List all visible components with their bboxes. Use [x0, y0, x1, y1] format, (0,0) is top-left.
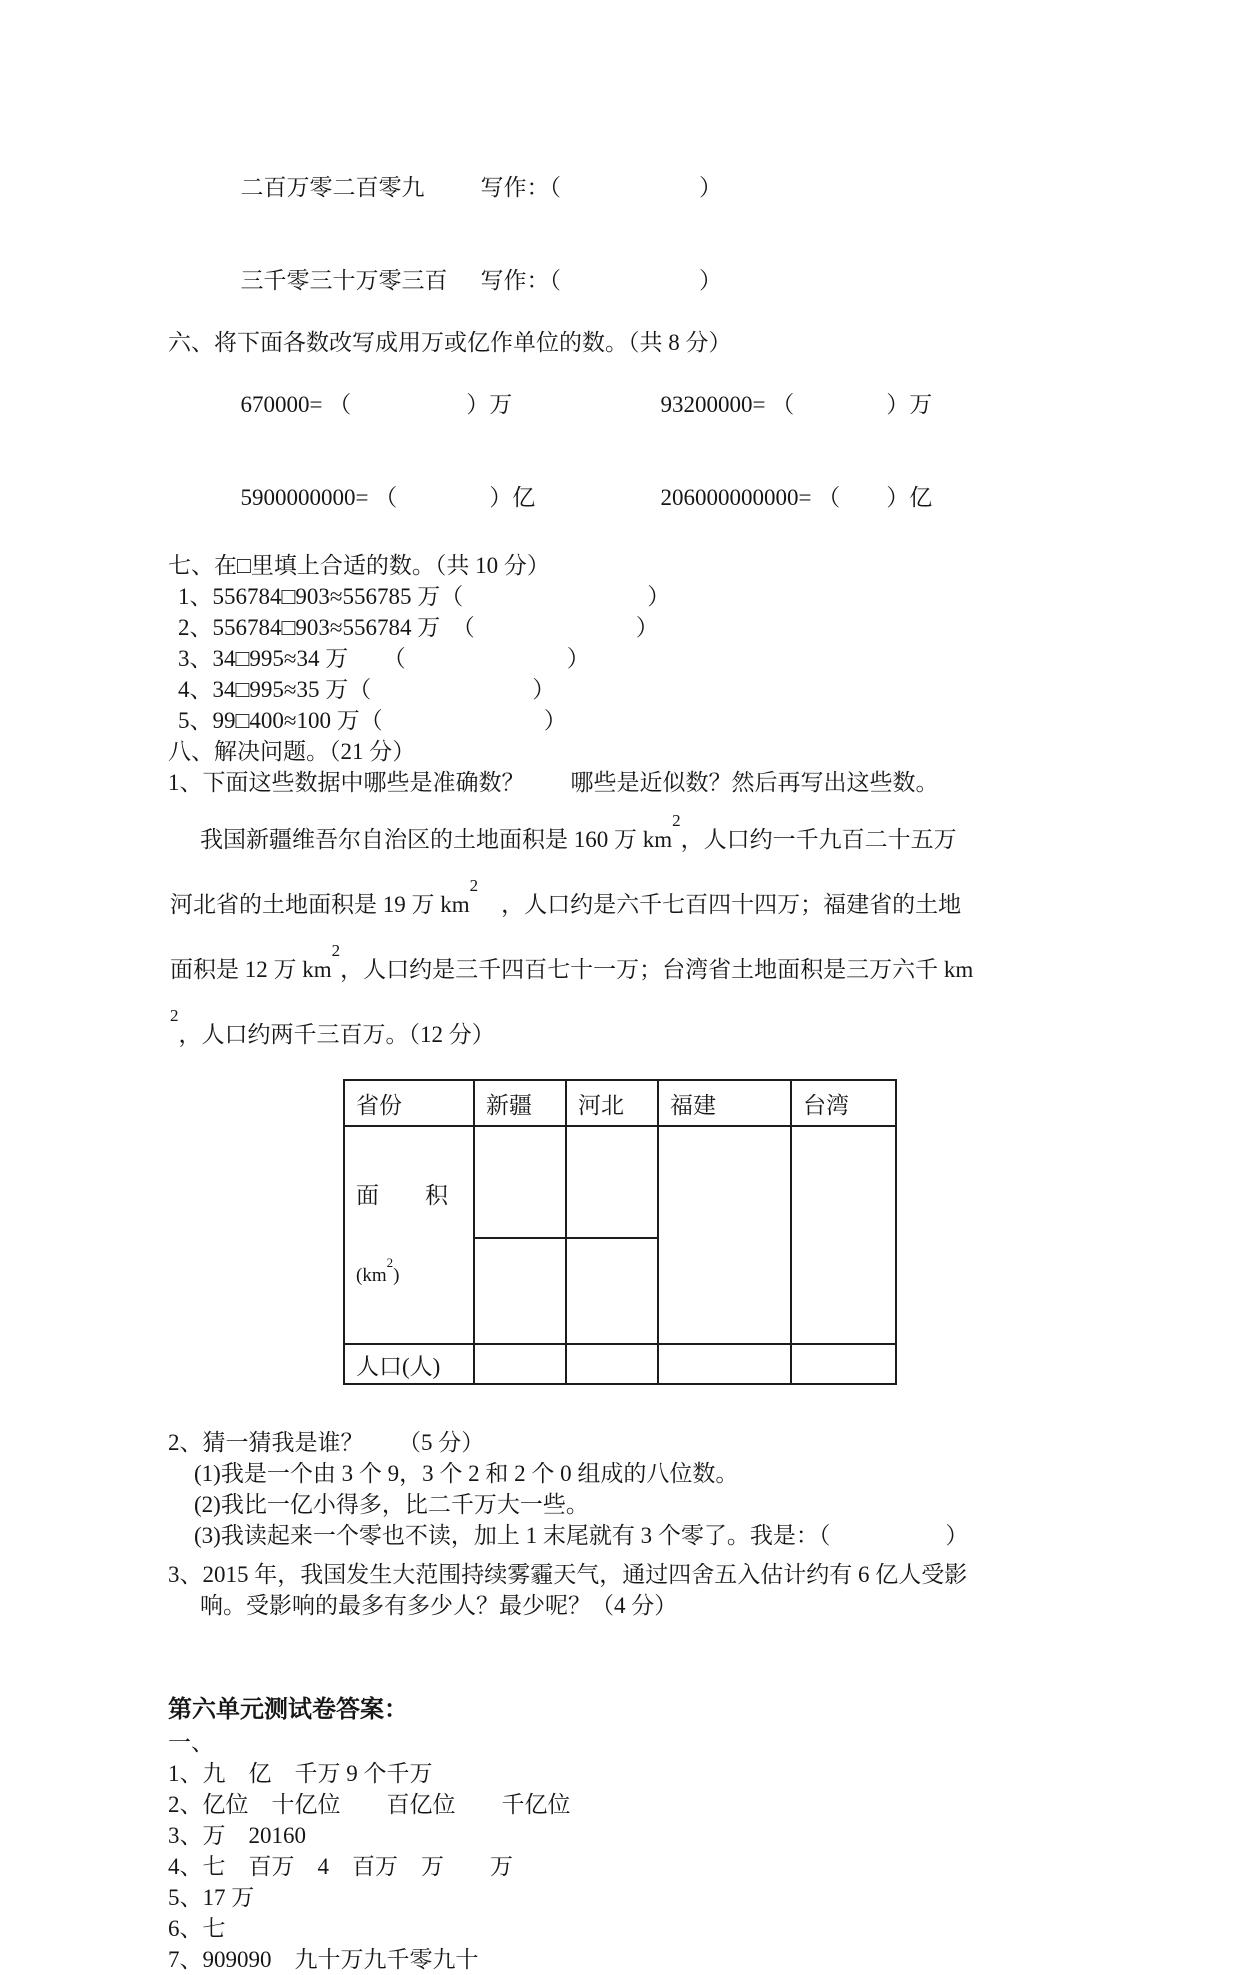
table-empty-cell [791, 1126, 896, 1344]
number-writing-line [206, 141, 1191, 234]
province-fact-line [170, 1006, 1191, 1055]
table-header-province: 省份 [344, 1080, 474, 1126]
q2-prompt: 2、猜一猜我是谁？ （5 分） [168, 1430, 485, 1455]
province-fact-line [170, 876, 1191, 925]
number-reading-text: 三千零三十万零三百 [240, 268, 448, 293]
write-as-blank: 写作：（ ） [480, 175, 722, 200]
table-empty-cell [791, 1344, 896, 1384]
answer-line: 4、七 百万 4 百万 万 万 [168, 1854, 513, 1879]
fact-text: 河北省的土地面积是 19 万 km [170, 892, 470, 917]
q3-line: 响。受影响的最多有多少人？最少呢？（4 分） [200, 1593, 678, 1618]
answer-line: 一、 [168, 1730, 214, 1755]
fact-text: ，人口约两千三百万。（12 分） [178, 1022, 495, 1047]
fill-box-item: 5、99□400≈100 万（ ） [178, 708, 567, 733]
fact-text: ，人口约一千九百二十五万 [680, 827, 957, 852]
conversion-item: 670000= （ ）万 [240, 392, 513, 417]
answer-line: 7、909090 九十万九千零九十 [168, 1947, 479, 1972]
q2-clue: (1)我是一个由 3 个 9，3 个 2 和 2 个 0 组成的八位数。 [194, 1461, 739, 1486]
area-unit-text [356, 1254, 462, 1289]
area-label-text: 面 积 [356, 1183, 448, 1208]
table-empty-cell [658, 1344, 791, 1384]
table-empty-cell [566, 1126, 658, 1238]
conversion-item: 206000000000= （ ）亿 [660, 485, 933, 510]
q2-clue: (3)我读起来一个零也不读，加上 1 末尾就有 3 个零了。我是：（ ） [194, 1523, 969, 1548]
superscript-2: 2 [331, 941, 341, 961]
table-header-fujian: 福建 [658, 1080, 791, 1126]
table-population-row [344, 1344, 896, 1384]
superscript-2: 2 [672, 811, 681, 831]
answer-line: 3、万 20160 [168, 1823, 306, 1848]
fill-box-item: 4、34□995≈35 万（ ） [178, 677, 556, 702]
table-header-row [344, 1080, 896, 1126]
answer-line: 6、七 [168, 1916, 226, 1941]
answer-line: 5、17 万 [168, 1885, 255, 1910]
table-empty-cell [658, 1126, 791, 1344]
conversion-row [206, 358, 1191, 451]
table-header-xinjiang: 新疆 [474, 1080, 566, 1126]
table-header-hebei: 河北 [566, 1080, 658, 1126]
unit-open: (km [356, 1265, 387, 1286]
q3-line: 3、2015 年，我国发生大范围持续雾霾天气，通过四舍五入估计约有 6 亿人受影 [168, 1562, 968, 1587]
fact-text: ，人口约是六千七百四十四万；福建省的土地 [478, 892, 962, 917]
province-fact-line [168, 811, 1191, 860]
number-writing-line [206, 234, 1191, 327]
q2-clue: (2)我比一亿小得多，比二千万大一些。 [194, 1492, 589, 1517]
population-row-label: 人口(人) [344, 1344, 474, 1384]
province-table [343, 1079, 897, 1385]
conversion-row [206, 451, 1191, 544]
table-header-taiwan: 台湾 [791, 1080, 896, 1126]
section-7-title: 七、在□里填上合适的数。（共 10 分） [168, 553, 550, 578]
province-fact-line [170, 941, 1191, 990]
superscript-2: 2 [386, 1254, 394, 1270]
answer-line: 2、亿位 十亿位 百亿位 千亿位 [168, 1792, 571, 1817]
conversion-item: 5900000000= （ ）亿 [240, 485, 536, 510]
section-6-title: 六、将下面各数改写成用万或亿作单位的数。（共 8 分） [168, 330, 732, 355]
answers-heading: 第六单元测试卷答案： [168, 1697, 408, 1723]
table-area-row [344, 1126, 896, 1238]
fact-text: ，人口约是三千四百七十一万；台湾省土地面积是三万六千 km [340, 957, 974, 982]
fill-box-item: 1、556784□903≈556785 万（ ） [178, 584, 671, 609]
q1-prompt: 1、下面这些数据中哪些是准确数？ 哪些是近似数？然后再写出这些数。 [168, 770, 939, 795]
section-8-title: 八、解决问题。（21 分） [168, 739, 416, 764]
fill-box-item: 3、34□995≈34 万 （ ） [178, 646, 590, 671]
table-empty-cell [474, 1126, 566, 1238]
fact-text: 面积是 12 万 km [170, 957, 332, 982]
table-empty-cell [566, 1344, 658, 1384]
fill-box-item: 2、556784□903≈556784 万 （ ） [178, 615, 659, 640]
conversion-item: 93200000= （ ）万 [660, 392, 933, 417]
number-reading-text: 二百万零二百零九 [240, 175, 425, 200]
fact-text: 我国新疆维吾尔自治区的土地面积是 160 万 km [200, 827, 673, 852]
superscript-2: 2 [469, 876, 479, 896]
unit-close: ) [393, 1265, 400, 1286]
table-empty-cell [566, 1238, 658, 1344]
superscript-2: 2 [170, 1006, 179, 1026]
answer-line: 1、九 亿 千万 9 个千万 [168, 1761, 433, 1786]
write-as-blank: 写作：（ ） [480, 268, 722, 293]
area-row-label [344, 1126, 474, 1344]
table-empty-cell [474, 1344, 566, 1384]
table-empty-cell [474, 1238, 566, 1344]
